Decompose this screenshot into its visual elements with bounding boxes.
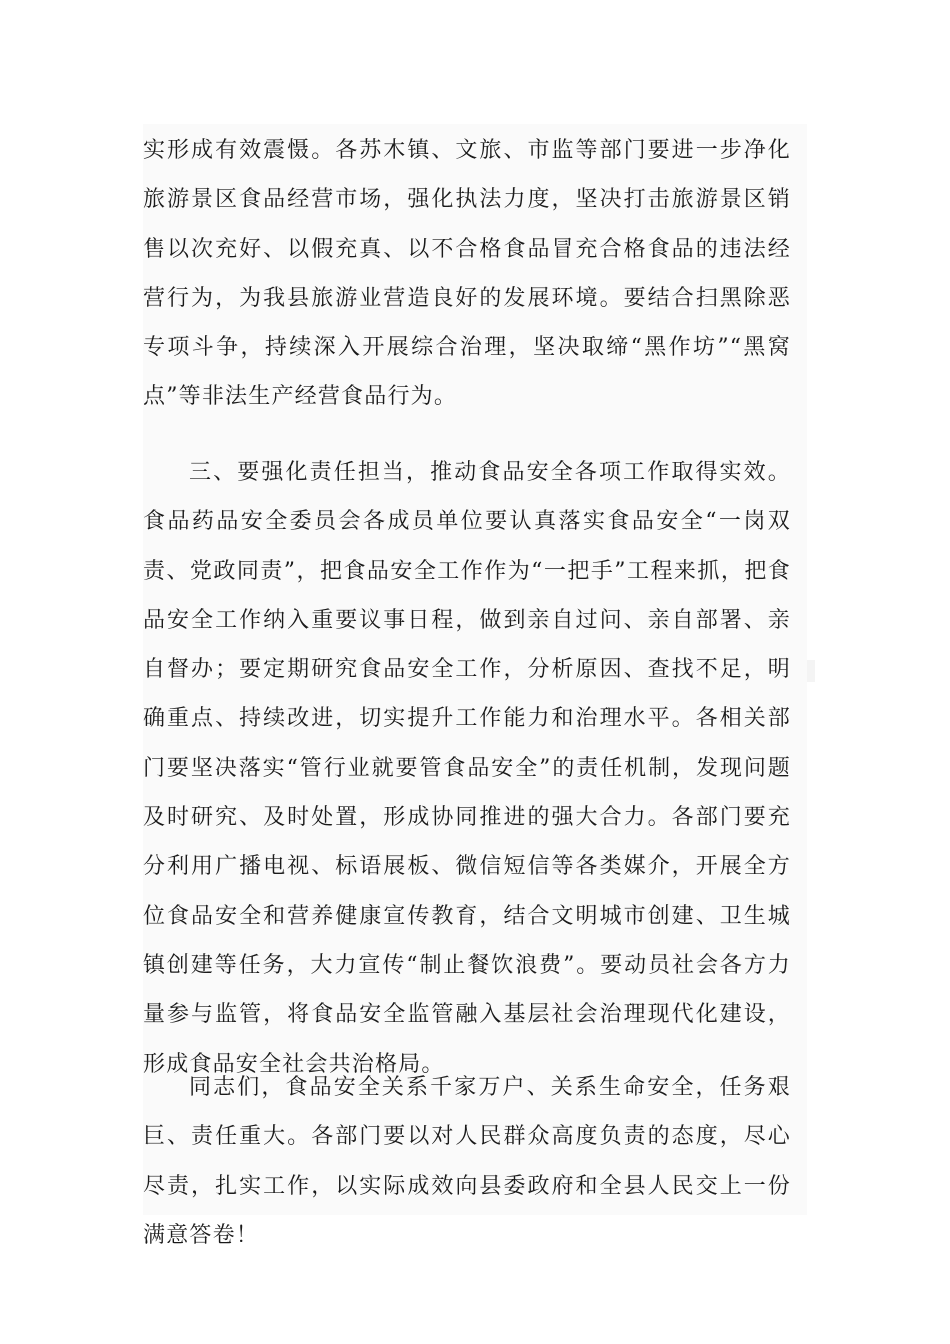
paragraph-continuation: 实形成有效震慑。各苏木镇、文旅、市监等部门要进一步净化旅游景区食品经营市场，强化执法力度，坚决打击旅游景区销售以次充好、以假充真、以不合格食品冒充合格食品的违法经营行为，为我县旅游业营造良好的发展环境。要结合扫黑除恶专项斗争，持续深入开展综合治理，坚决取缔“黑作坊”“黑窝点”等非法生产经营食品行为。 [143,138,791,410]
paragraph-section-three: 三、要强化责任担当，推动食品安全各项工作取得实效。食品药品安全委员会各成员单位要认真落实食品安全“一岗双责、党政同责”，把食品安全工作作为“一把手”工程来抓，把食品安全工作纳入重要议事日程，做到亲自过问、亲自部署、亲自督办；要定期研究食品安全工作，分析原因、查找不足，明确重点、持续改进，切实提升工作能力和治理水平。各相关部门要坚决落实“管行业就要管食品安全”的责任机制，发现问题及时研究、及时处置，形成协同推进的强大合力。各部门要充分利用广播电视、标语展板、微信短信等各类媒介，开展全方位食品安全和营养健康宣传教育，结合文明城市创建、卫生城镇创建等任务，大力宣传“制止餐饮浪费”。要动员社会各方力量参与监管，将食品安全监管融入基层社会治理现代化建设，形成食品安全社会共治格局。 [143,460,791,1077]
document-page [143,124,807,1248]
margin-overflow-mark [807,660,815,682]
paragraph-closing: 同志们，食品安全关系千家万户、关系生命安全，任务艰巨、责任重大。各部门要以对人民群众高度负责的态度，尽心尽责，扎实工作，以实际成效向县委政府和全县人民交上一份满意答卷！ [143,1075,791,1248]
